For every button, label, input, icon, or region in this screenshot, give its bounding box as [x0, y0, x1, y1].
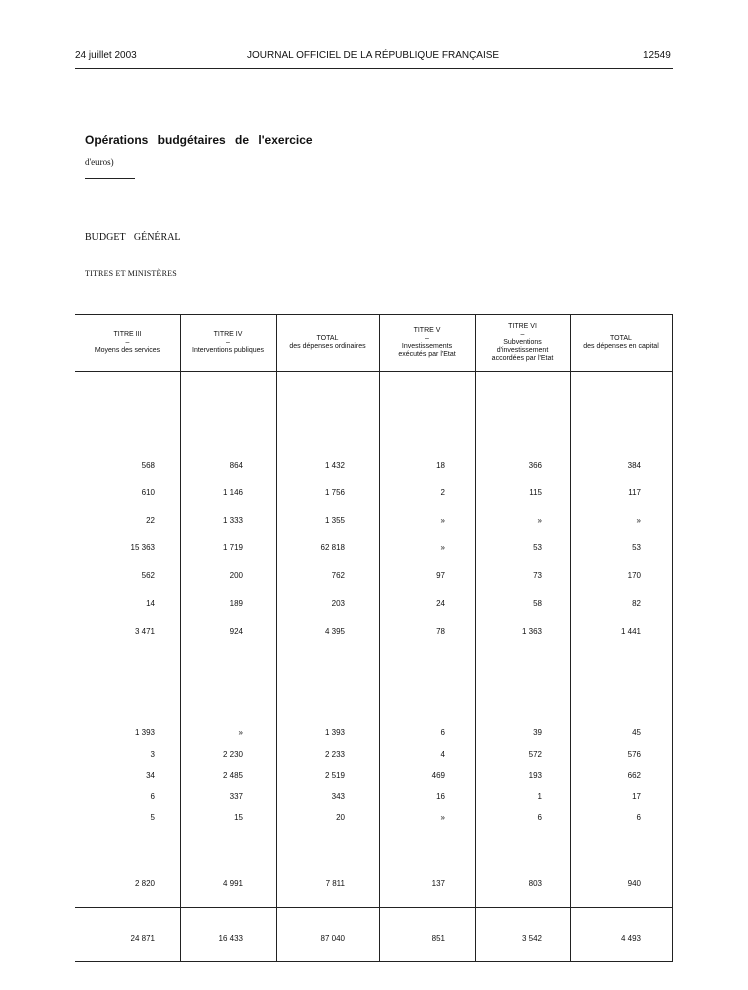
table-cell: 924 — [229, 627, 243, 636]
column-header-total-ordinaires — [276, 315, 379, 371]
table-cell: 562 — [141, 571, 155, 580]
table-cell: 1 441 — [620, 627, 641, 636]
column-divider — [379, 315, 380, 961]
table-cell: 78 — [436, 627, 445, 636]
column-header-sub: des dépenses en capital — [583, 343, 659, 350]
table-cell: 1 393 — [134, 728, 155, 737]
table-cell: 87 040 — [320, 934, 345, 943]
column-header-sub: Subventions d'investissement accordées par l'Etat — [491, 339, 554, 362]
table-cell: 5 — [150, 813, 155, 822]
table-cell: 343 — [331, 792, 345, 801]
table-cell: 20 — [336, 813, 345, 822]
column-header-title: TOTAL — [316, 335, 339, 342]
table-cell: 45 — [632, 728, 641, 737]
column-header-titre-vi: TITRE VI – Subventions d'investissement accordées par l'Etat — [475, 315, 570, 371]
table-cell: 2 519 — [324, 771, 345, 780]
column-header-sub: Interventions publiques — [192, 347, 264, 354]
table-cell: 940 — [627, 879, 641, 888]
table-cell: 1 333 — [222, 516, 243, 525]
table-cell: 3 542 — [521, 934, 542, 943]
column-header-title: TOTAL — [610, 335, 632, 342]
table-cell: 1 363 — [521, 627, 542, 636]
table-cell: 1 432 — [324, 461, 345, 470]
table-cell: 384 — [627, 461, 641, 470]
page-title: Opérations budgétaires de l'exercice — [85, 133, 313, 147]
table-cell: 97 — [436, 571, 445, 580]
header-date: 24 juillet 2003 — [75, 50, 137, 61]
table-cell: 117 — [628, 488, 641, 497]
column-divider — [570, 315, 571, 961]
table-cell: 24 — [436, 599, 445, 608]
table-cell: 762 — [331, 571, 345, 580]
table-cell: 203 — [331, 599, 345, 608]
column-divider — [276, 315, 277, 961]
table-cell: 15 363 — [130, 543, 155, 552]
table-cell: 2 820 — [134, 879, 155, 888]
table-cell: 2 230 — [222, 750, 243, 759]
header-journal-title: JOURNAL OFFICIEL DE LA RÉPUBLIQUE FRANÇAISE — [247, 50, 500, 61]
column-header-title: TITRE VI — [508, 323, 537, 330]
table-cell: 170 — [627, 571, 641, 580]
header-rule — [75, 68, 673, 69]
table-cell: 1 — [537, 792, 542, 801]
table-cell: » — [440, 813, 445, 822]
table-cell: 15 — [234, 813, 243, 822]
table-cell: 22 — [146, 516, 155, 525]
table-cell: 193 — [528, 771, 542, 780]
table-cell: 16 — [436, 792, 445, 801]
column-header-title: TITRE III — [113, 331, 142, 338]
column-header-titre-iv: TITRE IV – Interventions publiques — [192, 331, 264, 354]
table-cell: 53 — [632, 543, 641, 552]
table-cell: 189 — [229, 599, 243, 608]
table-cell: 1 355 — [324, 516, 345, 525]
column-divider — [475, 315, 476, 961]
subsection-heading: TITRES ET MINISTÈRES — [85, 269, 177, 278]
table-cell: » — [238, 728, 243, 737]
column-header-sub: des dépenses ordinaires — [289, 343, 366, 350]
table-cell: 568 — [141, 461, 155, 470]
budget-table — [75, 314, 673, 962]
table-cell: » — [440, 543, 445, 552]
table-cell: » — [440, 516, 445, 525]
table-cell: 16 433 — [218, 934, 243, 943]
column-header-sub: Moyens des services — [94, 347, 161, 354]
table-cell: 24 871 — [130, 934, 155, 943]
table-cell: 864 — [229, 461, 243, 470]
table-cell: 1 146 — [222, 488, 243, 497]
table-cell: 137 — [431, 879, 445, 888]
table-cell: 7 811 — [325, 879, 345, 888]
column-header-sub: Investissements exécutés par l'Etat — [398, 343, 456, 358]
table-cell: 39 — [533, 728, 542, 737]
table-cell: 53 — [533, 543, 542, 552]
table-cell: 17 — [632, 792, 641, 801]
table-cell: 18 — [436, 461, 445, 470]
table-cell: 6 — [150, 792, 155, 801]
table-cell: 4 — [440, 750, 445, 759]
table-cell: 2 485 — [222, 771, 243, 780]
table-cell: 851 — [431, 934, 445, 943]
table-cell: 14 — [146, 599, 155, 608]
table-cell: 2 — [440, 488, 445, 497]
column-header-titre-v: TITRE V – Investissements exécutés par l'Etat — [379, 315, 475, 371]
table-cell: 4 493 — [620, 934, 641, 943]
table-cell: 3 471 — [134, 627, 155, 636]
table-cell: 572 — [528, 750, 542, 759]
table-cell: 6 — [440, 728, 445, 737]
table-cell: 610 — [141, 488, 155, 497]
table-cell: 469 — [431, 771, 445, 780]
table-cell: 366 — [528, 461, 542, 470]
column-header-title: TITRE IV — [213, 331, 243, 338]
column-header-titre-iii: TITRE III – Moyens des services — [94, 331, 161, 354]
header-page-number: 12549 — [643, 50, 671, 61]
table-cell: 4 395 — [324, 627, 345, 636]
table-cell: 1 719 — [222, 543, 243, 552]
table-cell: 62 818 — [320, 543, 345, 552]
table-cell: 1 756 — [324, 488, 345, 497]
table-cell: 115 — [529, 488, 542, 497]
table-cell: 2 233 — [324, 750, 345, 759]
table-cell: 6 — [537, 813, 542, 822]
column-divider — [180, 315, 181, 961]
table-cell: 34 — [146, 771, 155, 780]
column-header-total-capital — [570, 315, 672, 371]
table-cell: 73 — [533, 571, 542, 580]
unit-note: d'euros) — [85, 157, 114, 167]
total-divider — [75, 907, 673, 908]
table-cell: 337 — [229, 792, 243, 801]
section-heading: BUDGET GÉNÉRAL — [85, 232, 181, 243]
unit-rule — [85, 178, 135, 179]
column-header-title: TITRE V — [413, 327, 441, 334]
column-divider — [672, 315, 673, 961]
table-cell: 58 — [533, 599, 542, 608]
table-cell: 82 — [632, 599, 641, 608]
table-cell: 576 — [627, 750, 641, 759]
header-divider — [75, 371, 673, 372]
table-cell: 3 — [150, 750, 155, 759]
table-cell: 200 — [229, 571, 243, 580]
table-cell: 1 393 — [324, 728, 345, 737]
table-cell: 662 — [627, 771, 641, 780]
table-cell: 4 991 — [222, 879, 243, 888]
table-cell: 803 — [528, 879, 542, 888]
table-cell: 6 — [636, 813, 641, 822]
table-cell: » — [537, 516, 542, 525]
table-cell: » — [636, 516, 641, 525]
